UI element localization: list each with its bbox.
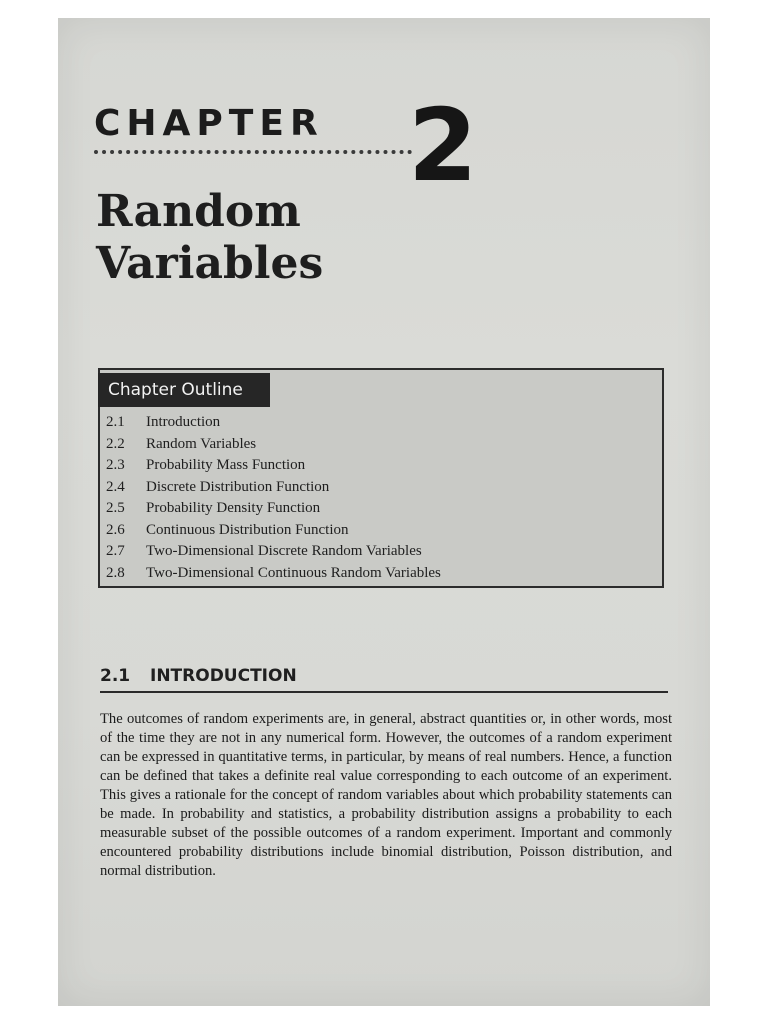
section-number: 2.1: [100, 666, 131, 686]
outline-item-number: 2.8: [106, 564, 125, 581]
outline-item-number: 2.5: [106, 500, 125, 516]
outline-item: [106, 498, 658, 520]
outline-item-title: Two-Dimensional Discrete Random Variables: [146, 543, 422, 559]
outline-item-title: Two-Dimensional Continuous Random Variables: [146, 564, 441, 581]
outline-item-number: 2.7: [106, 543, 125, 559]
outline-item: [106, 434, 658, 456]
outline-item-number: 2.1: [106, 414, 125, 430]
outline-item-number: 2.3: [106, 457, 125, 473]
outline-item-title: Introduction: [146, 414, 221, 430]
outline-item-title: Probability Mass Function: [146, 457, 306, 473]
outline-item: [106, 520, 658, 542]
outline-item-title: Discrete Distribution Function: [146, 478, 330, 495]
outline-item: [106, 412, 658, 434]
chapter-label: CHAPTER: [94, 103, 324, 144]
chapter-dotted-rule: [94, 150, 412, 154]
section-title: INTRODUCTION: [150, 666, 297, 686]
outline-item-number: 2.2: [106, 435, 125, 452]
outline-item-title: Random Variables: [146, 435, 257, 452]
outline-item: [106, 455, 658, 477]
outline-item: [106, 541, 658, 563]
chapter-number: 2: [408, 87, 478, 204]
chapter-title: Random Variables: [96, 186, 324, 289]
chapter-outline-header: Chapter Outline: [98, 373, 270, 407]
section-rule: [100, 691, 668, 693]
outline-item: [106, 563, 658, 585]
outline-item-title: Continuous Distribution Function: [146, 521, 349, 538]
outline-item-number: 2.6: [106, 521, 125, 538]
outline-item-title: Probability Density Function: [146, 500, 321, 516]
chapter-outline-list: [106, 412, 658, 584]
section-heading: [100, 666, 297, 686]
outline-item: [106, 477, 658, 499]
introduction-paragraph: The outcomes of random experiments are, in general, abstract quantities or, in other words, most of the time they are not in any numerical form. However, the outcomes of a random experiment can be expressed in quantitative terms, in particular, by means of real numbers. Hence, a function can be defined that takes a definite real value corresponding to each outcome of an experiment. This gives a rationale for the concept of random variables about which probability statements can be made. In probability and statistics, a probability distribution assigns a probability to each measurable subset of the possible outcomes of a random experiment. Important and commonly encountered probability distributions include binomial distribution, Poisson distribution, and normal distribution.: [100, 711, 672, 879]
book-page: [58, 18, 710, 1006]
outline-item-number: 2.4: [106, 478, 125, 495]
